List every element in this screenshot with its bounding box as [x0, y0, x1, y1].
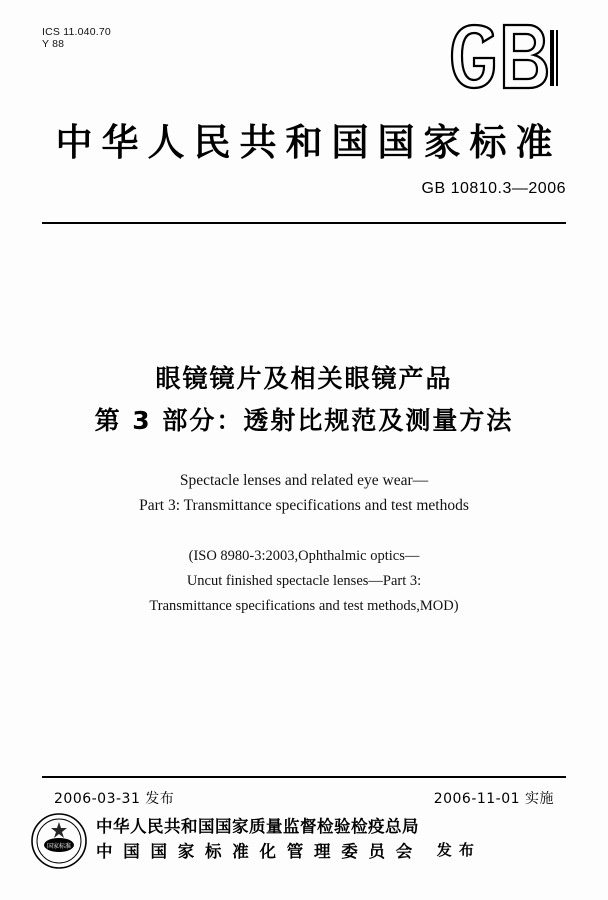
national-standard-title: 中华人民共和国国家标准: [55, 121, 562, 164]
issue-date: 2006-03-31 发布: [54, 791, 175, 807]
implementation-date: 2006-11-01 实施: [433, 791, 554, 807]
iso-note-line-3: Transmittance specifications and test methods,MOD): [149, 598, 459, 614]
national-emblem-icon: [30, 812, 88, 870]
english-title-line-2: Part 3: Transmittance specifications and test methods: [139, 497, 469, 514]
divider-bottom: [42, 776, 566, 778]
publisher-line-2: 中 国 国 家 标 准 化 管 理 委 员 会: [96, 842, 415, 861]
ics-code: ICS 11.040.70: [42, 26, 111, 38]
publisher-line-1: 中华人民共和国国家质量监督检验检疫总局: [96, 817, 419, 836]
iso-note-line-1: (ISO 8980-3:2003,Ophthalmic optics—: [188, 548, 420, 564]
ics-classification: [42, 26, 111, 50]
gb-logo-icon: [446, 22, 566, 94]
standard-number: GB 10810.3—2006: [421, 180, 566, 197]
iso-correspondence-note: [0, 544, 608, 619]
chinese-title-line-1: 眼镜镜片及相关眼镜产品: [155, 364, 453, 393]
iso-note-line-2: Uncut finished spectacle lenses—Part 3:: [186, 573, 422, 589]
title-block: [0, 360, 608, 619]
svg-text:国家标准: 国家标准: [46, 843, 72, 850]
publisher-issue-label: 发 布: [436, 841, 475, 859]
english-title-line-1: Spectacle lenses and related eye wear—: [179, 472, 429, 489]
chinese-title-line-2: 第 3 部分：透射比规范及测量方法: [94, 406, 514, 435]
divider-top: [42, 222, 566, 224]
english-title: [0, 468, 608, 518]
ccs-code: Y 88: [42, 38, 65, 50]
publisher-block: [96, 815, 566, 864]
